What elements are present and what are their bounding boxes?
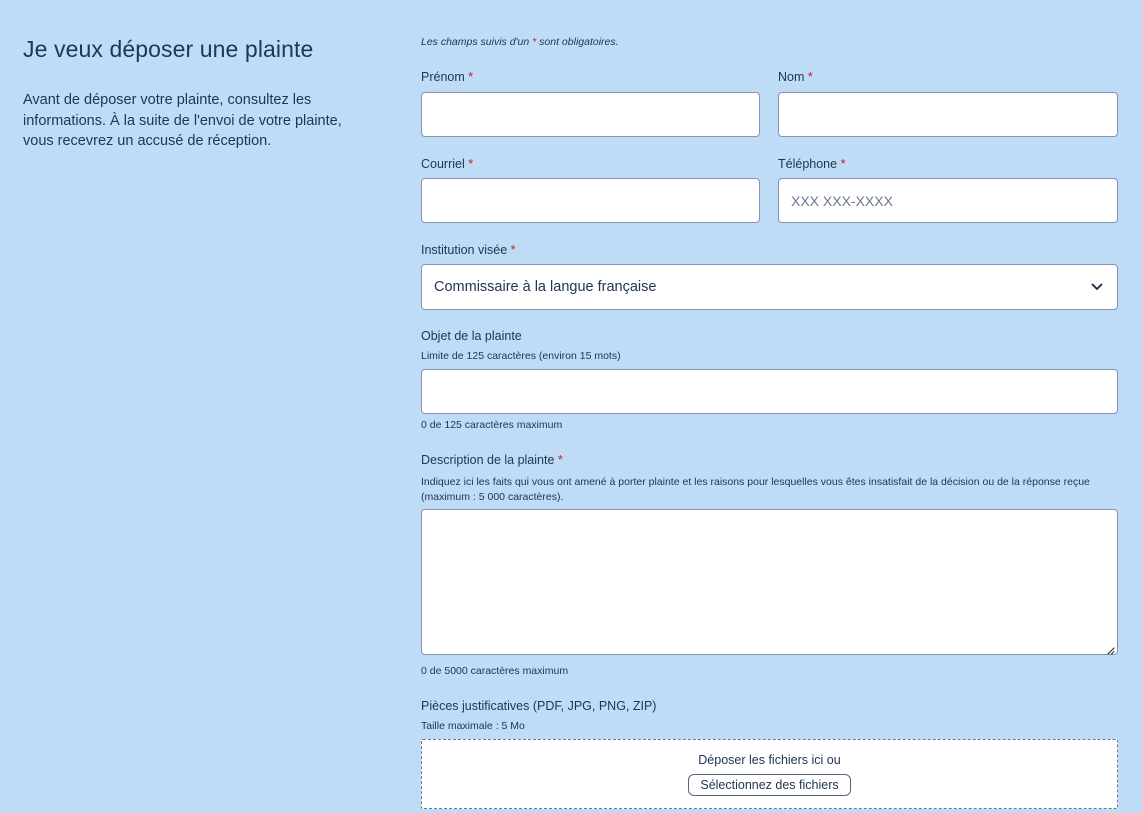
attachments-hint: Taille maximale : 5 Mo bbox=[421, 720, 525, 732]
description-counter: 0 de 5000 caractères maximum bbox=[421, 665, 569, 677]
nom-input[interactable] bbox=[778, 92, 1118, 137]
objet-label: Objet de la plainte bbox=[421, 329, 522, 343]
institution-label: Institution visée * bbox=[421, 243, 516, 257]
courriel-label: Courriel * bbox=[421, 157, 474, 171]
attachments-label: Pièces justificatives (PDF, JPG, PNG, ZIP) bbox=[421, 699, 657, 713]
required-star: * bbox=[532, 36, 537, 48]
chevron-down-icon bbox=[1089, 279, 1105, 295]
nom-label: Nom * bbox=[778, 70, 813, 84]
prenom-label: Prénom * bbox=[421, 70, 474, 84]
objet-counter: 0 de 125 caractères maximum bbox=[421, 419, 563, 431]
description-hint: Indiquez ici les faits qui vous ont amené à porter plainte et les raisons pour lesquelles vous êtes insatisfait de la décision ou de la réponse reçue (maximum : 5 000 caractères). bbox=[421, 476, 1090, 503]
intro-panel bbox=[23, 36, 363, 152]
file-dropzone[interactable] bbox=[421, 739, 1118, 809]
required-fields-note: Les champs suivis d'un * sont obligatoires. bbox=[421, 36, 619, 48]
resize-grip-icon[interactable] bbox=[1105, 642, 1115, 652]
institution-select[interactable] bbox=[421, 264, 1118, 310]
dropzone-text: Déposer les fichiers ici ou bbox=[698, 753, 841, 767]
intro-description: Avant de déposer votre plainte, consultez les informations. À la suite de l'envoi de votre plainte, vous recevrez un accusé de réception. bbox=[23, 92, 342, 149]
objet-input[interactable] bbox=[421, 369, 1118, 414]
objet-hint: Limite de 125 caractères (environ 15 mots) bbox=[421, 350, 621, 362]
page-title: Je veux déposer une plainte bbox=[23, 36, 314, 62]
description-label: Description de la plainte * bbox=[421, 453, 563, 467]
courriel-input[interactable] bbox=[421, 178, 760, 223]
select-files-button[interactable]: Sélectionnez des fichiers bbox=[688, 774, 851, 796]
description-textarea[interactable] bbox=[421, 509, 1118, 655]
telephone-input[interactable] bbox=[778, 178, 1118, 223]
institution-selected-value: Commissaire à la langue française bbox=[434, 279, 657, 295]
prenom-input[interactable] bbox=[421, 92, 760, 137]
telephone-label: Téléphone * bbox=[778, 157, 846, 171]
